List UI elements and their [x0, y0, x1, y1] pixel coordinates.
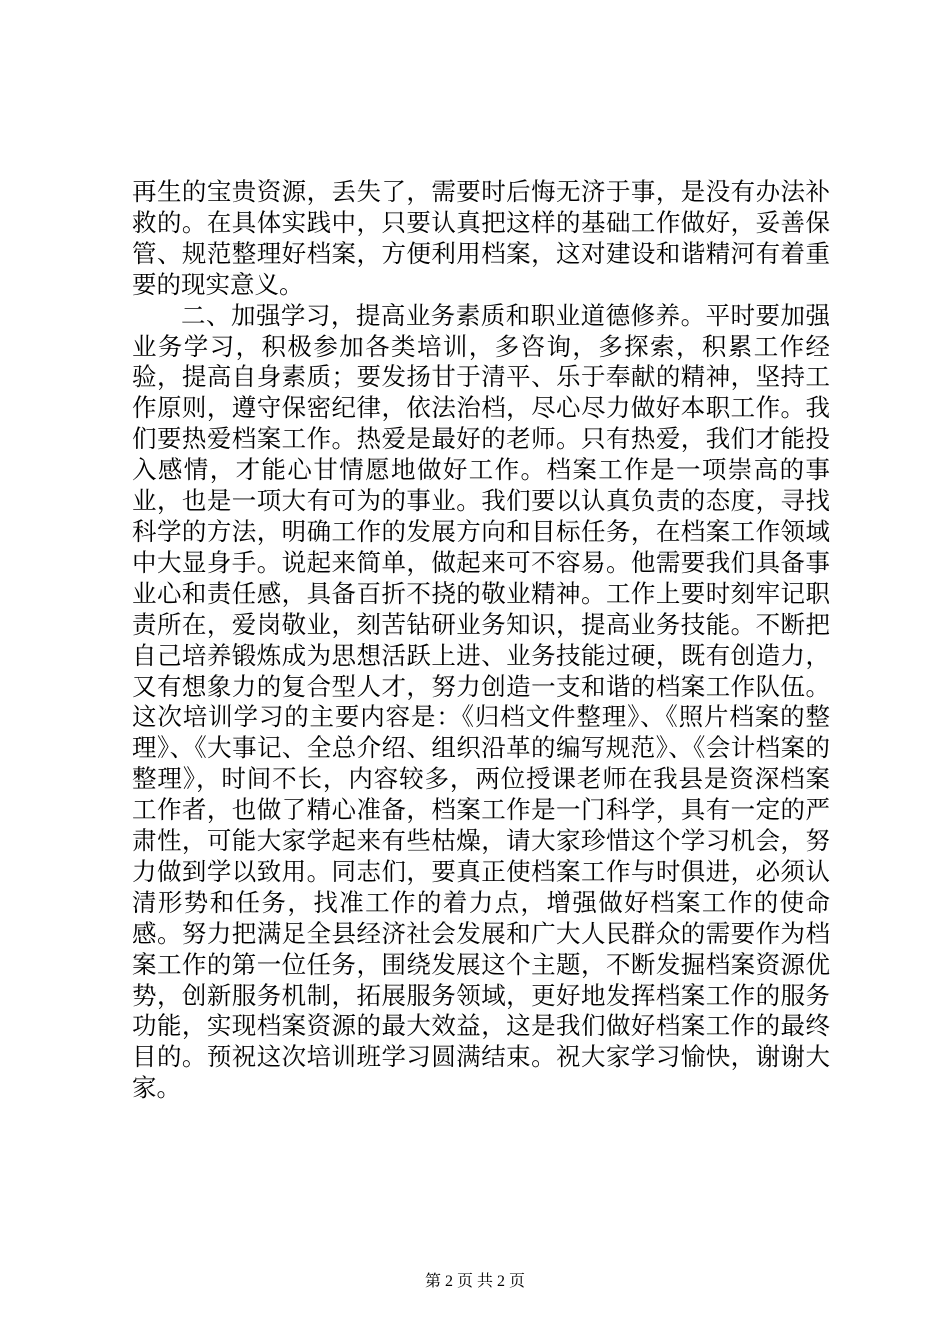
page-footer [0, 1272, 950, 1292]
paragraph-2: 二、加强学习，提高业务素质和职业道德修养。平时要加强业务学习，积极参加各类培训，多咨询，多探索，积累工作经验，提高自身素质；要发扬甘于清平、乐于奉献的精神，坚持工作原则，遵守保密纪律，依法治档，尽心尽力做好本职工作。我们要热爱档案工作。热爱是最好的老师。只有热爱，我们才能投入感情，才能心甘情愿地做好工作。档案工作是一项崇高的事业，也是一项大有可为的事业。我们要以认真负责的态度，寻找科学的方法，明确工作的发展方向和目标任务，在档案工作领域中大显身手。说起来简单，做起来可不容易。他需要我们具备事业心和责任感，具备百折不挠的敬业精神。工作上要时刻牢记职责所在，爱岗敬业，刻苦钻研业务知识，提高业务技能。不断把自己培养锻炼成为思想活跃上进、业务技能过硬，既有创造力，又有想象力的复合型人才，努力创造一支和谐的档案工作队伍。这次培训学习的主要内容是：《归档文件整理》、《照片档案的整理》、《大事记、全总介绍、组织沿革的编写规范》、《会计档案的整理》，时间不长，内容较多，两位授课老师在我县是资深档案工作者，也做了精心准备，档案工作是一门科学，具有一定的严肃性，可能大家学起来有些枯燥，请大家珍惜这个学习机会，努力做到学以致用。同志们，要真正使档案工作与时俱进，必须认清形势和任务，找准工作的着力点，增强做好档案工作的使命感。努力把满足全县经济社会发展和广大人民群众的需要作为档案工作的第一位任务，围绕发展这个主题，不断发掘档案资源优势，创新服务机制，拓展服务领域，更好地发挥档案工作的服务功能，实现档案资源的最大效益，这是我们做好档案工作的最终目的。预祝这次培训班学习圆满结束。祝大家学习愉快，谢谢大家。 [132, 300, 830, 1103]
page-number-label: 第 2 页 共 2 页 [424, 1273, 525, 1290]
paragraph-1: 再生的宝贵资源，丢失了，需要时后悔无济于事，是没有办法补救的。在具体实践中，只要认真把这样的基础工作做好，妥善保管、规范整理好档案，方便利用档案，这对建设和谐精河有着重要的现实意义。 [132, 177, 830, 299]
document-body [132, 177, 830, 1104]
